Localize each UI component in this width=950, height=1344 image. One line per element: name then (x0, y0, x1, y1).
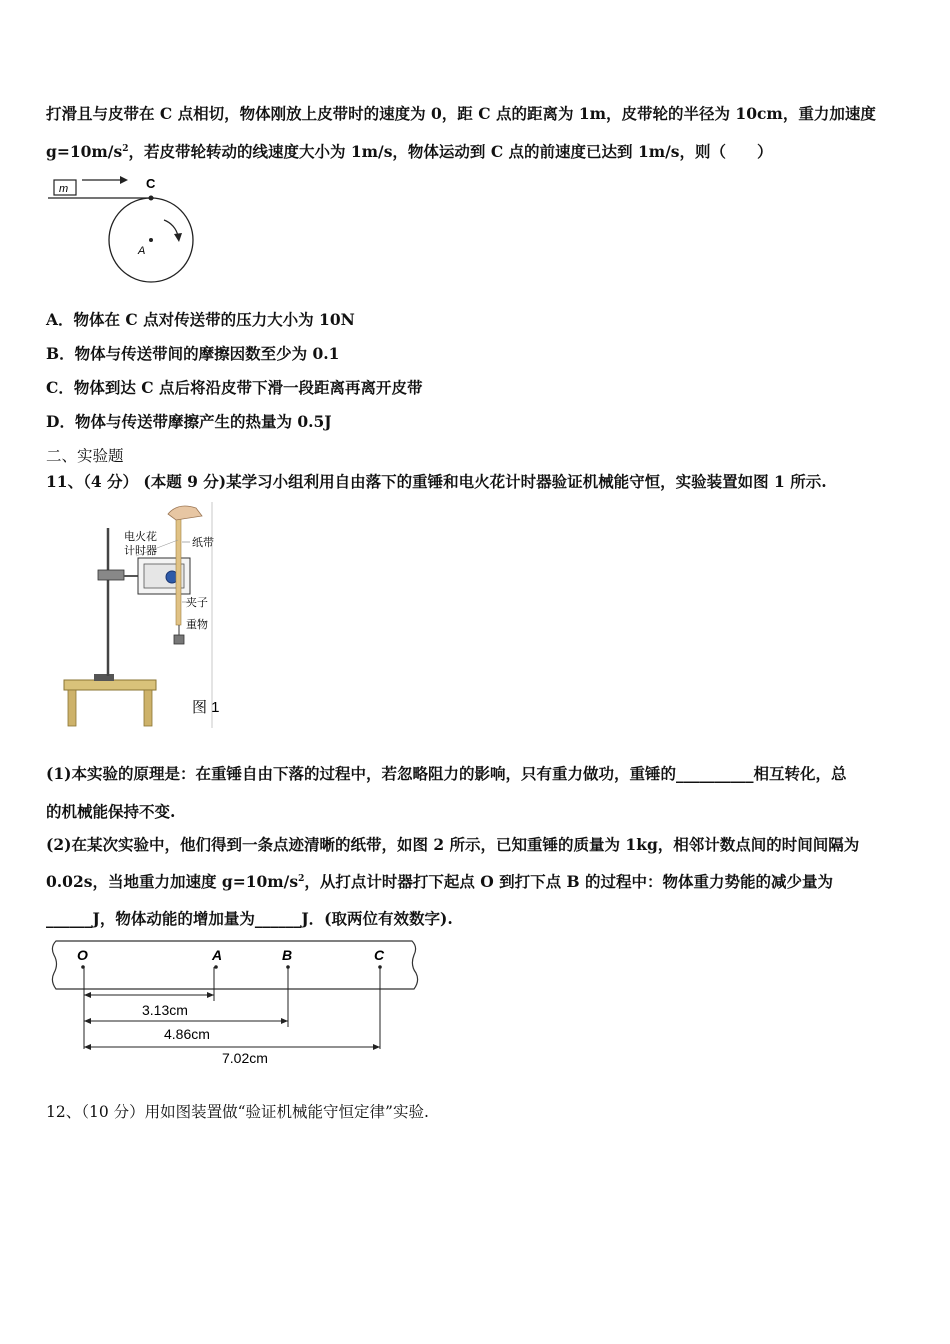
option-d: D．物体与传送带摩擦产生的热量为 0.5J (46, 412, 332, 431)
distance-ob: 4.86cm (164, 1026, 210, 1042)
timer-label-2: 计时器 (124, 545, 157, 557)
point-b: B (282, 947, 293, 963)
rotation-arrow-icon (174, 233, 182, 242)
distance-oc: 7.02cm (222, 1050, 268, 1066)
tape-label: 纸带 (192, 537, 214, 549)
figure-1-caption: 图 1 (192, 699, 220, 716)
option-a: A．物体在 C 点对传送带的压力大小为 10N (46, 310, 355, 329)
q12-stem: 12、（10 分）用如图装置做“验证机械能守恒定律”实验. (46, 1103, 429, 1121)
section-title: 二、实验题 (46, 447, 124, 465)
tape-outline (52, 941, 417, 989)
center-label: A (138, 245, 146, 257)
weight-block (174, 635, 184, 644)
q11-part2-line2: 0.02s，当地重力加速度 $g=10m/s^2$，从打点计时器打下起点 O 到打下点 B 的过程中：物体重力势能的减少量为 (46, 872, 834, 891)
q10-stem-line1: 打滑且与皮带在 C 点相切，物体刚放上皮带时的速度为 0，距 C 点的距离为 1m，皮带轮的半径为 10cm，重力加速度 (46, 104, 876, 123)
timer-label-1: 电火花 (124, 531, 157, 543)
hand-icon (168, 506, 202, 520)
point-a: A (212, 947, 223, 963)
distance-oa: 3.13cm (142, 1002, 188, 1018)
belt-pulley-figure (46, 170, 206, 290)
q11-part1-line2: 的机械能保持不变. (46, 802, 176, 821)
paper-tape-figure-2 (46, 937, 426, 1066)
clip-label: 夹子 (186, 597, 208, 609)
point-c: C (374, 947, 385, 963)
option-c: C．物体到达 C 点后将沿皮带下滑一段距离再离开皮带 (46, 378, 423, 397)
q11-part2-line1: (2)在某次实验中，他们得到一条点迹清晰的纸带，如图 2 所示，已知重锤的质量为 1kg，相邻计数点间的时间间隔为 (46, 835, 860, 854)
apparatus-figure-1 (46, 500, 221, 730)
weight-label: 重物 (186, 619, 208, 631)
q11-part2-line3: ______J，物体动能的增加量为______J．(取两位有效数字). (46, 909, 453, 928)
block-label: m (59, 183, 69, 195)
option-b: B．物体与传送带间的摩擦因数至少为 0.1 (46, 344, 340, 363)
q11-part1-line1: (1)本实验的原理是：在重锤自由下落的过程中，若忽略阻力的影响，只有重力做功，重锤的__________相互转化，总 (46, 764, 847, 783)
point-o: O (77, 947, 88, 963)
paper-tape (176, 515, 181, 625)
q11-stem: 11、（4 分） (本题 9 分)某学习小组利用自由落下的重锤和电火花计时器验证机械能守恒，实验装置如图 1 所示. (46, 472, 827, 491)
point-c-label: C (146, 176, 156, 191)
q10-stem-line2: $g=10m/s^2$，若皮带轮转动的线速度大小为 1m/s，物体运动到 C 点的前速度已达到 1m/s，则（ ） (46, 142, 773, 161)
arrow-right-icon (120, 176, 128, 184)
